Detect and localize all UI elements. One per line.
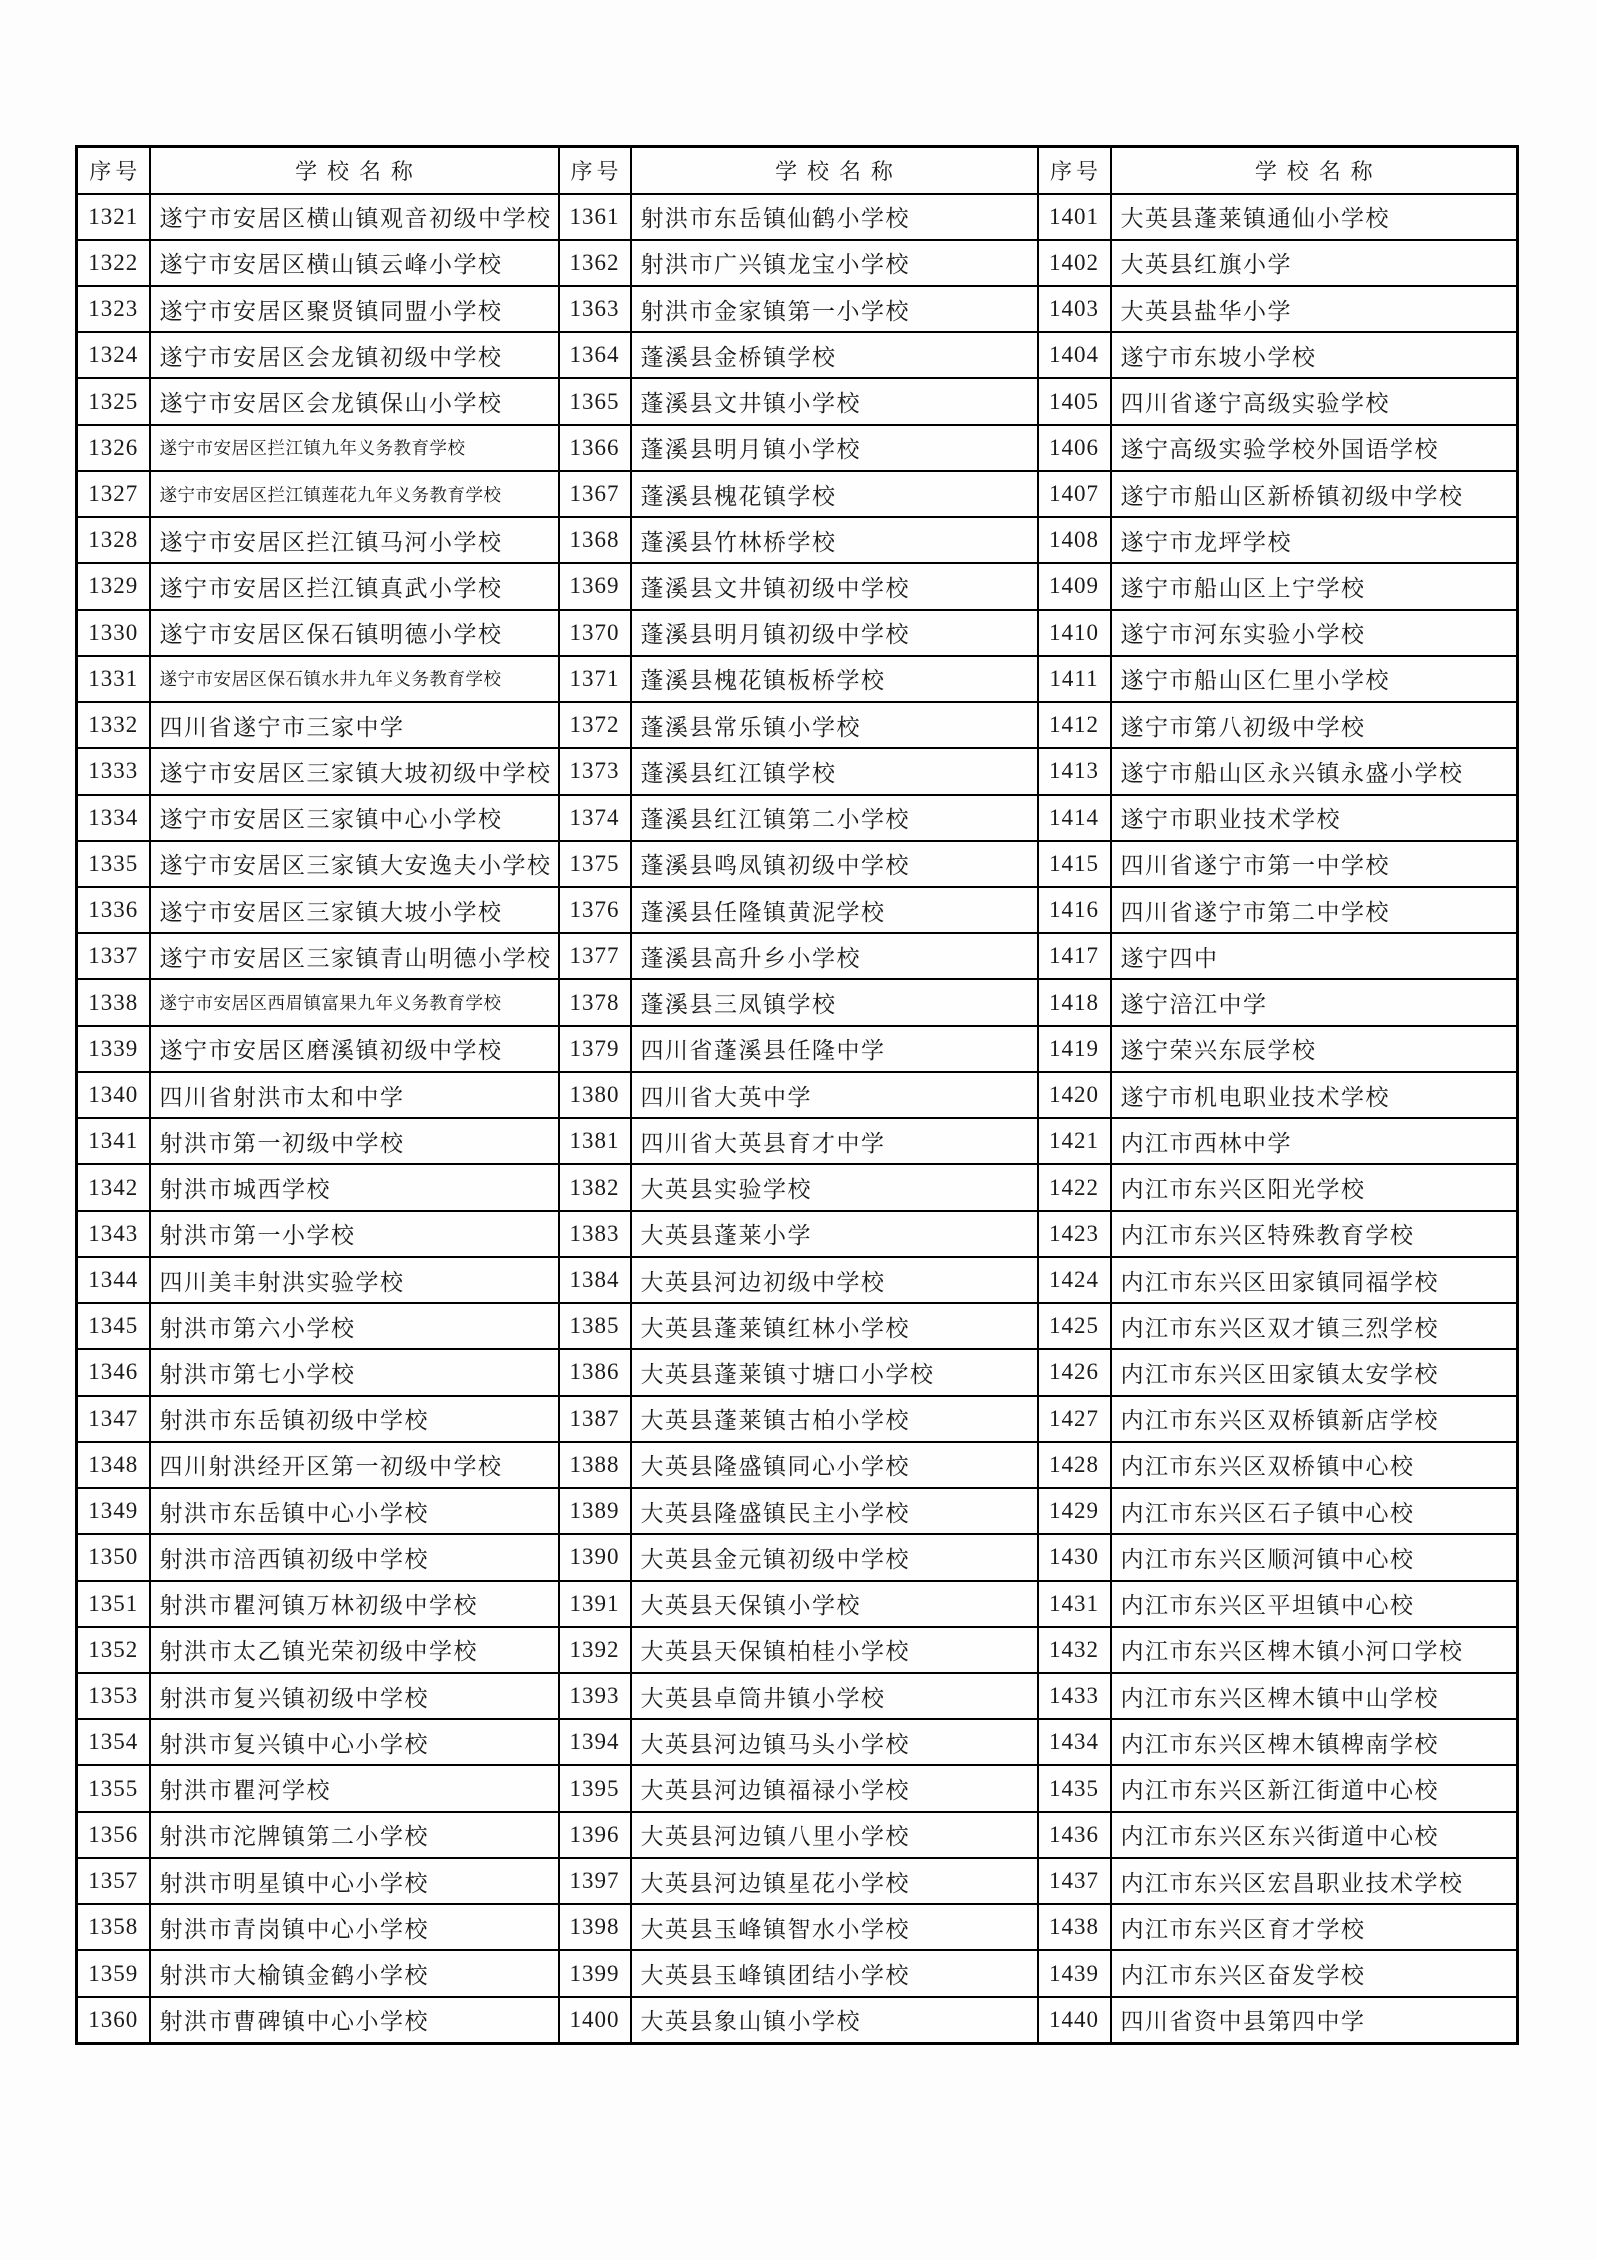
table-row <box>77 1812 1518 1858</box>
school-name-cell: 射洪市沱牌镇第二小学校 <box>150 1812 559 1858</box>
school-name-cell: 遂宁市安居区会龙镇初级中学校 <box>150 332 559 378</box>
row-number-cell: 1423 <box>1038 1211 1111 1257</box>
school-name-cell: 射洪市东岳镇仙鹤小学校 <box>631 194 1038 240</box>
school-name-cell: 射洪市城西学校 <box>150 1164 559 1210</box>
school-name-cell: 射洪市复兴镇初级中学校 <box>150 1673 559 1719</box>
school-name-cell: 射洪市第一初级中学校 <box>150 1118 559 1164</box>
school-name-cell: 四川省资中县第四中学 <box>1111 1997 1518 2044</box>
school-name-cell: 蓬溪县任隆镇黄泥学校 <box>631 887 1038 933</box>
row-number-cell: 1369 <box>559 563 631 609</box>
school-name-cell: 蓬溪县红江镇学校 <box>631 748 1038 794</box>
row-number-cell: 1398 <box>559 1904 631 1950</box>
school-name-cell: 四川省遂宁市第一中学校 <box>1111 841 1518 887</box>
school-name-cell: 蓬溪县金桥镇学校 <box>631 332 1038 378</box>
school-name-cell: 射洪市东岳镇中心小学校 <box>150 1488 559 1534</box>
school-name-cell: 内江市东兴区椑木镇中山学校 <box>1111 1673 1518 1719</box>
table-row <box>77 748 1518 794</box>
school-name-cell: 射洪市复兴镇中心小学校 <box>150 1719 559 1765</box>
row-number-cell: 1341 <box>77 1118 150 1164</box>
row-number-cell: 1337 <box>77 933 150 979</box>
school-name-cell: 四川省蓬溪县任隆中学 <box>631 1026 1038 1072</box>
row-number-cell: 1407 <box>1038 471 1111 517</box>
header-serial-number-2: 序号 <box>559 147 631 194</box>
row-number-cell: 1336 <box>77 887 150 933</box>
row-number-cell: 1422 <box>1038 1164 1111 1210</box>
row-number-cell: 1416 <box>1038 887 1111 933</box>
school-name-cell: 大英县蓬莱镇古柏小学校 <box>631 1396 1038 1442</box>
row-number-cell: 1387 <box>559 1396 631 1442</box>
row-number-cell: 1432 <box>1038 1627 1111 1673</box>
table-row <box>77 1026 1518 1072</box>
table-row <box>77 286 1518 332</box>
table-row <box>77 563 1518 609</box>
school-name-cell: 射洪市东岳镇初级中学校 <box>150 1396 559 1442</box>
row-number-cell: 1436 <box>1038 1812 1111 1858</box>
school-name-cell: 蓬溪县明月镇初级中学校 <box>631 610 1038 656</box>
row-number-cell: 1358 <box>77 1904 150 1950</box>
school-name-cell: 射洪市大榆镇金鹤小学校 <box>150 1950 559 1996</box>
school-name-cell: 遂宁市河东实验小学校 <box>1111 610 1518 656</box>
row-number-cell: 1360 <box>77 1997 150 2044</box>
school-name-cell: 内江市东兴区田家镇同福学校 <box>1111 1257 1518 1303</box>
school-name-cell: 四川美丰射洪实验学校 <box>150 1257 559 1303</box>
school-name-cell: 大英县河边初级中学校 <box>631 1257 1038 1303</box>
school-name-cell: 内江市东兴区宏昌职业技术学校 <box>1111 1858 1518 1904</box>
school-name-cell: 射洪市太乙镇光荣初级中学校 <box>150 1627 559 1673</box>
school-name-cell: 大英县蓬莱镇红林小学校 <box>631 1303 1038 1349</box>
row-number-cell: 1347 <box>77 1396 150 1442</box>
row-number-cell: 1339 <box>77 1026 150 1072</box>
row-number-cell: 1427 <box>1038 1396 1111 1442</box>
row-number-cell: 1394 <box>559 1719 631 1765</box>
school-name-cell: 四川射洪经开区第一初级中学校 <box>150 1442 559 1488</box>
row-number-cell: 1397 <box>559 1858 631 1904</box>
table-row <box>77 610 1518 656</box>
row-number-cell: 1421 <box>1038 1118 1111 1164</box>
row-number-cell: 1437 <box>1038 1858 1111 1904</box>
row-number-cell: 1402 <box>1038 240 1111 286</box>
row-number-cell: 1325 <box>77 378 150 424</box>
row-number-cell: 1363 <box>559 286 631 332</box>
school-name-cell: 射洪市涪西镇初级中学校 <box>150 1534 559 1580</box>
row-number-cell: 1435 <box>1038 1765 1111 1811</box>
row-number-cell: 1328 <box>77 517 150 563</box>
school-name-cell: 遂宁市机电职业技术学校 <box>1111 1072 1518 1118</box>
school-name-cell: 射洪市明星镇中心小学校 <box>150 1858 559 1904</box>
row-number-cell: 1365 <box>559 378 631 424</box>
row-number-cell: 1373 <box>559 748 631 794</box>
school-name-cell: 遂宁市安居区拦江镇真武小学校 <box>150 563 559 609</box>
school-name-cell: 蓬溪县文井镇初级中学校 <box>631 563 1038 609</box>
school-name-cell: 大英县天保镇小学校 <box>631 1581 1038 1627</box>
row-number-cell: 1355 <box>77 1765 150 1811</box>
row-number-cell: 1340 <box>77 1072 150 1118</box>
table-row <box>77 1950 1518 1996</box>
row-number-cell: 1345 <box>77 1303 150 1349</box>
school-name-cell: 大英县隆盛镇同心小学校 <box>631 1442 1038 1488</box>
row-number-cell: 1430 <box>1038 1534 1111 1580</box>
school-name-cell: 大英县隆盛镇民主小学校 <box>631 1488 1038 1534</box>
school-name-cell: 遂宁市安居区拦江镇九年义务教育学校 <box>150 425 559 471</box>
row-number-cell: 1351 <box>77 1581 150 1627</box>
school-name-cell: 内江市东兴区特殊教育学校 <box>1111 1211 1518 1257</box>
header-row <box>77 147 1518 194</box>
row-number-cell: 1332 <box>77 702 150 748</box>
table-row <box>77 1627 1518 1673</box>
row-number-cell: 1323 <box>77 286 150 332</box>
table-row <box>77 1072 1518 1118</box>
school-name-cell: 大英县金元镇初级中学校 <box>631 1534 1038 1580</box>
row-number-cell: 1330 <box>77 610 150 656</box>
row-number-cell: 1379 <box>559 1026 631 1072</box>
table-row <box>77 1581 1518 1627</box>
row-number-cell: 1383 <box>559 1211 631 1257</box>
row-number-cell: 1342 <box>77 1164 150 1210</box>
school-name-cell: 大英县河边镇八里小学校 <box>631 1812 1038 1858</box>
table-body <box>77 194 1518 2044</box>
row-number-cell: 1378 <box>559 979 631 1025</box>
table-row <box>77 887 1518 933</box>
row-number-cell: 1399 <box>559 1950 631 1996</box>
row-number-cell: 1434 <box>1038 1719 1111 1765</box>
row-number-cell: 1433 <box>1038 1673 1111 1719</box>
table-row <box>77 656 1518 702</box>
school-name-cell: 遂宁市职业技术学校 <box>1111 795 1518 841</box>
school-name-cell: 遂宁市东坡小学校 <box>1111 332 1518 378</box>
row-number-cell: 1357 <box>77 1858 150 1904</box>
school-name-cell: 蓬溪县槐花镇学校 <box>631 471 1038 517</box>
row-number-cell: 1382 <box>559 1164 631 1210</box>
school-name-cell: 内江市东兴区田家镇太安学校 <box>1111 1349 1518 1395</box>
row-number-cell: 1413 <box>1038 748 1111 794</box>
header-school-name-2: 学校名称 <box>631 147 1038 194</box>
school-name-cell: 大英县河边镇星花小学校 <box>631 1858 1038 1904</box>
row-number-cell: 1354 <box>77 1719 150 1765</box>
row-number-cell: 1391 <box>559 1581 631 1627</box>
school-name-cell: 遂宁市安居区西眉镇富果九年义务教育学校 <box>150 979 559 1025</box>
school-name-cell: 四川省大英中学 <box>631 1072 1038 1118</box>
school-name-cell: 内江市东兴区石子镇中心校 <box>1111 1488 1518 1534</box>
school-name-cell: 遂宁市安居区三家镇大安逸夫小学校 <box>150 841 559 887</box>
table-row <box>77 194 1518 240</box>
table-row <box>77 1858 1518 1904</box>
row-number-cell: 1411 <box>1038 656 1111 702</box>
school-name-cell: 四川省遂宁市三家中学 <box>150 702 559 748</box>
row-number-cell: 1380 <box>559 1072 631 1118</box>
school-name-cell: 大英县卓筒井镇小学校 <box>631 1673 1038 1719</box>
row-number-cell: 1335 <box>77 841 150 887</box>
school-name-cell: 蓬溪县三凤镇学校 <box>631 979 1038 1025</box>
row-number-cell: 1346 <box>77 1349 150 1395</box>
school-name-cell: 内江市东兴区椑木镇小河口学校 <box>1111 1627 1518 1673</box>
row-number-cell: 1324 <box>77 332 150 378</box>
table-row <box>77 378 1518 424</box>
school-name-cell: 四川省大英县育才中学 <box>631 1118 1038 1164</box>
row-number-cell: 1392 <box>559 1627 631 1673</box>
table-row <box>77 425 1518 471</box>
school-name-cell: 遂宁荣兴东辰学校 <box>1111 1026 1518 1072</box>
row-number-cell: 1414 <box>1038 795 1111 841</box>
school-name-cell: 内江市东兴区育才学校 <box>1111 1904 1518 1950</box>
school-name-cell: 遂宁四中 <box>1111 933 1518 979</box>
row-number-cell: 1396 <box>559 1812 631 1858</box>
school-name-cell: 蓬溪县槐花镇板桥学校 <box>631 656 1038 702</box>
row-number-cell: 1372 <box>559 702 631 748</box>
school-name-cell: 遂宁市安居区保石镇明德小学校 <box>150 610 559 656</box>
row-number-cell: 1418 <box>1038 979 1111 1025</box>
school-name-cell: 内江市东兴区椑木镇椑南学校 <box>1111 1719 1518 1765</box>
table-row <box>77 1997 1518 2044</box>
school-name-cell: 遂宁市龙坪学校 <box>1111 517 1518 563</box>
school-name-cell: 遂宁市船山区永兴镇永盛小学校 <box>1111 748 1518 794</box>
row-number-cell: 1404 <box>1038 332 1111 378</box>
row-number-cell: 1364 <box>559 332 631 378</box>
row-number-cell: 1344 <box>77 1257 150 1303</box>
row-number-cell: 1389 <box>559 1488 631 1534</box>
row-number-cell: 1438 <box>1038 1904 1111 1950</box>
row-number-cell: 1348 <box>77 1442 150 1488</box>
school-name-cell: 内江市东兴区双才镇三烈学校 <box>1111 1303 1518 1349</box>
row-number-cell: 1366 <box>559 425 631 471</box>
school-name-cell: 大英县河边镇马头小学校 <box>631 1719 1038 1765</box>
row-number-cell: 1350 <box>77 1534 150 1580</box>
table-row <box>77 1164 1518 1210</box>
school-name-cell: 射洪市青岗镇中心小学校 <box>150 1904 559 1950</box>
school-name-cell: 四川省遂宁市第二中学校 <box>1111 887 1518 933</box>
row-number-cell: 1374 <box>559 795 631 841</box>
school-name-cell: 内江市西林中学 <box>1111 1118 1518 1164</box>
row-number-cell: 1321 <box>77 194 150 240</box>
row-number-cell: 1331 <box>77 656 150 702</box>
row-number-cell: 1428 <box>1038 1442 1111 1488</box>
school-name-cell: 内江市东兴区顺河镇中心校 <box>1111 1534 1518 1580</box>
row-number-cell: 1334 <box>77 795 150 841</box>
school-name-cell: 蓬溪县鸣凤镇初级中学校 <box>631 841 1038 887</box>
header-school-name-3: 学校名称 <box>1111 147 1518 194</box>
school-name-cell: 蓬溪县竹林桥学校 <box>631 517 1038 563</box>
school-name-cell: 大英县蓬莱镇寸塘口小学校 <box>631 1349 1038 1395</box>
row-number-cell: 1326 <box>77 425 150 471</box>
school-name-cell: 射洪市瞿河学校 <box>150 1765 559 1811</box>
table-row <box>77 1118 1518 1164</box>
school-name-cell: 蓬溪县高升乡小学校 <box>631 933 1038 979</box>
row-number-cell: 1359 <box>77 1950 150 1996</box>
table-row <box>77 1211 1518 1257</box>
school-name-cell: 大英县玉峰镇团结小学校 <box>631 1950 1038 1996</box>
school-name-cell: 蓬溪县红江镇第二小学校 <box>631 795 1038 841</box>
row-number-cell: 1390 <box>559 1534 631 1580</box>
row-number-cell: 1417 <box>1038 933 1111 979</box>
school-name-cell: 遂宁市安居区三家镇青山明德小学校 <box>150 933 559 979</box>
school-name-cell: 大英县天保镇柏桂小学校 <box>631 1627 1038 1673</box>
school-name-cell: 大英县玉峰镇智水小学校 <box>631 1904 1038 1950</box>
table-row <box>77 1257 1518 1303</box>
school-name-cell: 遂宁市安居区横山镇云峰小学校 <box>150 240 559 286</box>
row-number-cell: 1385 <box>559 1303 631 1349</box>
header-serial-number-1: 序号 <box>77 147 150 194</box>
row-number-cell: 1415 <box>1038 841 1111 887</box>
school-name-cell: 内江市东兴区阳光学校 <box>1111 1164 1518 1210</box>
row-number-cell: 1395 <box>559 1765 631 1811</box>
row-number-cell: 1386 <box>559 1349 631 1395</box>
header-school-name-1: 学校名称 <box>150 147 559 194</box>
school-name-cell: 遂宁市安居区拦江镇马河小学校 <box>150 517 559 563</box>
school-name-cell: 遂宁高级实验学校外国语学校 <box>1111 425 1518 471</box>
school-name-cell: 射洪市瞿河镇万林初级中学校 <box>150 1581 559 1627</box>
school-name-cell: 射洪市第七小学校 <box>150 1349 559 1395</box>
school-name-cell: 遂宁市第八初级中学校 <box>1111 702 1518 748</box>
row-number-cell: 1425 <box>1038 1303 1111 1349</box>
table-row <box>77 702 1518 748</box>
row-number-cell: 1338 <box>77 979 150 1025</box>
row-number-cell: 1375 <box>559 841 631 887</box>
row-number-cell: 1393 <box>559 1673 631 1719</box>
row-number-cell: 1333 <box>77 748 150 794</box>
school-name-cell: 四川省遂宁高级实验学校 <box>1111 378 1518 424</box>
school-name-cell: 遂宁市安居区三家镇中心小学校 <box>150 795 559 841</box>
row-number-cell: 1401 <box>1038 194 1111 240</box>
table-row <box>77 979 1518 1025</box>
row-number-cell: 1406 <box>1038 425 1111 471</box>
school-name-cell: 大英县蓬莱小学 <box>631 1211 1038 1257</box>
school-name-cell: 射洪市金家镇第一小学校 <box>631 286 1038 332</box>
table-row <box>77 1765 1518 1811</box>
school-name-cell: 遂宁市安居区三家镇大坡初级中学校 <box>150 748 559 794</box>
table-row <box>77 1673 1518 1719</box>
school-name-cell: 内江市东兴区东兴街道中心校 <box>1111 1812 1518 1858</box>
row-number-cell: 1353 <box>77 1673 150 1719</box>
school-name-cell: 遂宁市安居区三家镇大坡小学校 <box>150 887 559 933</box>
school-name-cell: 内江市东兴区双桥镇中心校 <box>1111 1442 1518 1488</box>
school-name-cell: 遂宁涪江中学 <box>1111 979 1518 1025</box>
row-number-cell: 1439 <box>1038 1950 1111 1996</box>
school-name-cell: 遂宁市船山区仁里小学校 <box>1111 656 1518 702</box>
row-number-cell: 1420 <box>1038 1072 1111 1118</box>
row-number-cell: 1419 <box>1038 1026 1111 1072</box>
row-number-cell: 1367 <box>559 471 631 517</box>
school-name-cell: 内江市东兴区平坦镇中心校 <box>1111 1581 1518 1627</box>
row-number-cell: 1403 <box>1038 286 1111 332</box>
table-row <box>77 1488 1518 1534</box>
row-number-cell: 1370 <box>559 610 631 656</box>
row-number-cell: 1327 <box>77 471 150 517</box>
row-number-cell: 1440 <box>1038 1997 1111 2044</box>
school-name-cell: 内江市东兴区新江街道中心校 <box>1111 1765 1518 1811</box>
school-name-cell: 遂宁市安居区聚贤镇同盟小学校 <box>150 286 559 332</box>
table-row <box>77 1904 1518 1950</box>
row-number-cell: 1368 <box>559 517 631 563</box>
school-name-cell: 大英县河边镇福禄小学校 <box>631 1765 1038 1811</box>
school-name-cell: 四川省射洪市太和中学 <box>150 1072 559 1118</box>
row-number-cell: 1405 <box>1038 378 1111 424</box>
table-row <box>77 471 1518 517</box>
row-number-cell: 1352 <box>77 1627 150 1673</box>
row-number-cell: 1400 <box>559 1997 631 2044</box>
table-row <box>77 332 1518 378</box>
row-number-cell: 1384 <box>559 1257 631 1303</box>
school-name-cell: 遂宁市船山区上宁学校 <box>1111 563 1518 609</box>
row-number-cell: 1322 <box>77 240 150 286</box>
school-name-cell: 射洪市第六小学校 <box>150 1303 559 1349</box>
table-row <box>77 1303 1518 1349</box>
school-name-cell: 大英县盐华小学 <box>1111 286 1518 332</box>
row-number-cell: 1329 <box>77 563 150 609</box>
school-name-cell: 蓬溪县明月镇小学校 <box>631 425 1038 471</box>
school-name-cell: 内江市东兴区双桥镇新店学校 <box>1111 1396 1518 1442</box>
row-number-cell: 1343 <box>77 1211 150 1257</box>
row-number-cell: 1356 <box>77 1812 150 1858</box>
school-name-cell: 大英县实验学校 <box>631 1164 1038 1210</box>
school-name-cell: 蓬溪县文井镇小学校 <box>631 378 1038 424</box>
row-number-cell: 1424 <box>1038 1257 1111 1303</box>
row-number-cell: 1371 <box>559 656 631 702</box>
row-number-cell: 1409 <box>1038 563 1111 609</box>
school-name-cell: 遂宁市安居区会龙镇保山小学校 <box>150 378 559 424</box>
school-name-cell: 遂宁市安居区磨溪镇初级中学校 <box>150 1026 559 1072</box>
row-number-cell: 1410 <box>1038 610 1111 656</box>
row-number-cell: 1412 <box>1038 702 1111 748</box>
row-number-cell: 1426 <box>1038 1349 1111 1395</box>
header-serial-number-3: 序号 <box>1038 147 1111 194</box>
table-row <box>77 1442 1518 1488</box>
school-name-cell: 蓬溪县常乐镇小学校 <box>631 702 1038 748</box>
school-name-cell: 大英县红旗小学 <box>1111 240 1518 286</box>
row-number-cell: 1349 <box>77 1488 150 1534</box>
school-name-cell: 大英县蓬莱镇通仙小学校 <box>1111 194 1518 240</box>
school-name-cell: 遂宁市船山区新桥镇初级中学校 <box>1111 471 1518 517</box>
row-number-cell: 1361 <box>559 194 631 240</box>
table-row <box>77 841 1518 887</box>
row-number-cell: 1377 <box>559 933 631 979</box>
table-row <box>77 1534 1518 1580</box>
school-name-cell: 射洪市广兴镇龙宝小学校 <box>631 240 1038 286</box>
table-row <box>77 795 1518 841</box>
school-name-cell: 射洪市曹碑镇中心小学校 <box>150 1997 559 2044</box>
school-list-table <box>75 145 1519 2045</box>
table-row <box>77 1396 1518 1442</box>
school-name-cell: 遂宁市安居区保石镇水井九年义务教育学校 <box>150 656 559 702</box>
row-number-cell: 1431 <box>1038 1581 1111 1627</box>
row-number-cell: 1429 <box>1038 1488 1111 1534</box>
school-name-cell: 遂宁市安居区横山镇观音初级中学校 <box>150 194 559 240</box>
row-number-cell: 1376 <box>559 887 631 933</box>
school-name-cell: 遂宁市安居区拦江镇莲花九年义务教育学校 <box>150 471 559 517</box>
table-row <box>77 517 1518 563</box>
school-name-cell: 大英县象山镇小学校 <box>631 1997 1038 2044</box>
row-number-cell: 1362 <box>559 240 631 286</box>
table-row <box>77 240 1518 286</box>
school-name-cell: 射洪市第一小学校 <box>150 1211 559 1257</box>
table-row <box>77 933 1518 979</box>
table-row <box>77 1349 1518 1395</box>
row-number-cell: 1381 <box>559 1118 631 1164</box>
row-number-cell: 1388 <box>559 1442 631 1488</box>
row-number-cell: 1408 <box>1038 517 1111 563</box>
school-name-cell: 内江市东兴区奋发学校 <box>1111 1950 1518 1996</box>
table-row <box>77 1719 1518 1765</box>
